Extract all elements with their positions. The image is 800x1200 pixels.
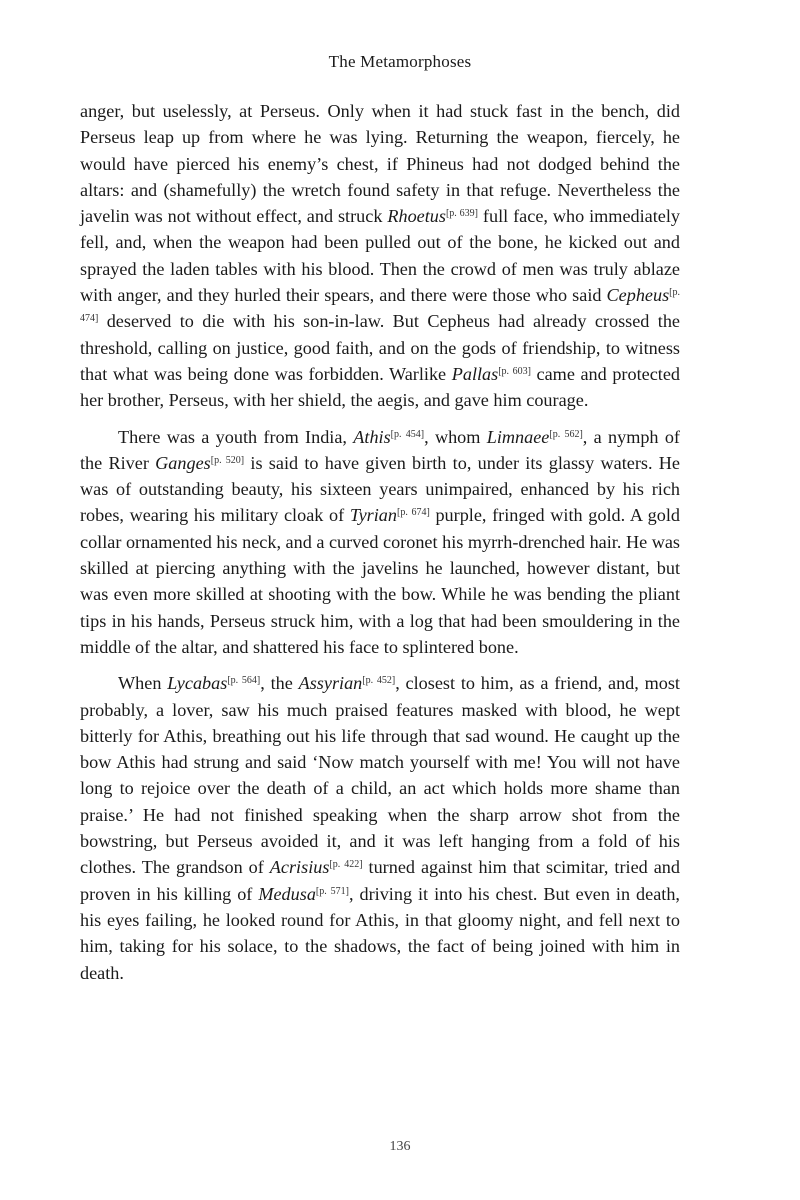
italic-name: Limnaee	[486, 426, 550, 447]
italic-name: Athis	[353, 426, 391, 447]
paragraph-3	[80, 670, 680, 986]
page-reference[interactable]: [p. 603]	[498, 365, 531, 377]
text-run: turned against him that scimitar, tried and proven in his killing of	[80, 857, 680, 904]
italic-name: Rhoetus	[387, 206, 446, 227]
italic-name: Assyrian	[298, 673, 363, 694]
text-run: , the	[260, 673, 299, 694]
page-reference[interactable]: [p. 520]	[210, 454, 245, 466]
text-run: came and protected her brother, Perseus, with her shield, the aegis, and gave him courage.	[80, 363, 680, 411]
body-text	[80, 98, 680, 996]
page-reference[interactable]: [p. 474]	[80, 287, 680, 325]
text-run: anger, but uselessly, at Perseus. Only when it had stuck fast in the bench, did Perseus leap up from where he was lying. Returning the weapon, fiercely, he would have pierced his enemy’s chest, if Phineus had not dodged behind the altars: and (shamefully) the wretch found safety in that refuge. Nevertheless the javelin was not without effect, and struck	[80, 101, 680, 227]
italic-name: Cepheus	[606, 285, 670, 306]
text-run: , driving it into his chest. But even in death, his eyes failing, he looked round for Athis, in that gloomy night, and fell next to him, taking for his solace, to the shadows, the fact of being joined with him in death.	[80, 883, 680, 983]
page-reference[interactable]: [p. 452]	[362, 675, 396, 687]
text-run: There was a youth from India,	[118, 426, 354, 447]
page-reference[interactable]: [p. 562]	[549, 428, 583, 440]
italic-name: Lycabas	[167, 673, 228, 694]
text-run: is said to have given birth to, under its glassy waters. He was of outstanding beauty, his sixteen years unimpaired, enhanced by his rich robes, wearing his military cloak of	[80, 452, 680, 526]
italic-name: Tyrian	[349, 505, 397, 526]
text-run: purple, fringed with gold. A gold collar ornamented his neck, and a curved coronet his myrrh-drenched hair. He was skilled at piercing anything with the javelins he launched, however distant, but was even more skilled at shooting with the bow. While he was bending the pliant tips in his hands, Perseus struck him, with a log that had been smouldering in the middle of the altar, and shattered his face to splintered bone.	[80, 505, 680, 657]
page-reference[interactable]: [p. 422]	[329, 859, 363, 871]
italic-name: Ganges	[155, 452, 211, 473]
italic-name: Medusa	[258, 883, 316, 904]
page-reference[interactable]: [p. 674]	[397, 507, 430, 519]
text-run: deserved to die with his son-in-law. But Cepheus had already crossed the threshold, calling on justice, good faith, and on the gods of friendship, to witness that what was being done was forbidden. Warlike	[80, 311, 680, 384]
paragraph-1	[80, 98, 680, 414]
italic-name: Acrisius	[269, 857, 330, 878]
page-reference[interactable]: [p. 571]	[315, 885, 349, 897]
text-run: , a nymph of the River	[80, 426, 680, 473]
text-run: When	[118, 673, 168, 694]
text-run: , whom	[424, 426, 487, 447]
italic-name: Pallas	[451, 363, 499, 384]
running-head: The Metamorphoses	[328, 52, 472, 71]
text-run: , closest to him, as a friend, and, most probably, a lover, saw his much praised features masked with blood, he wept bitterly for Athis, breathing out his life through that sad wound. He caught up the bow Athis had strung and said ‘Now match yourself with me! You will not have long to rejoice over the death of a child, an act which holds more shame than praise.’ He had not finished speaking when the sharp arrow shot from the bowstring, but Perseus avoided it, and it was left hanging from a fold of his clothes. The grandson of	[80, 673, 680, 878]
page-number: 136	[389, 1139, 411, 1154]
page-reference[interactable]: [p. 564]	[227, 675, 261, 687]
text-run: full face, who immediately fell, and, when the weapon had been pulled out of the bone, he kicked out and sprayed the laden tables with his blood. Then the crowd of men was truly ablaze with anger, and they hurled their spears, and there were those who said	[80, 206, 681, 306]
paragraph-2	[80, 424, 680, 661]
page-reference[interactable]: [p. 639]	[445, 208, 479, 220]
page-reference[interactable]: [p. 454]	[390, 428, 425, 440]
